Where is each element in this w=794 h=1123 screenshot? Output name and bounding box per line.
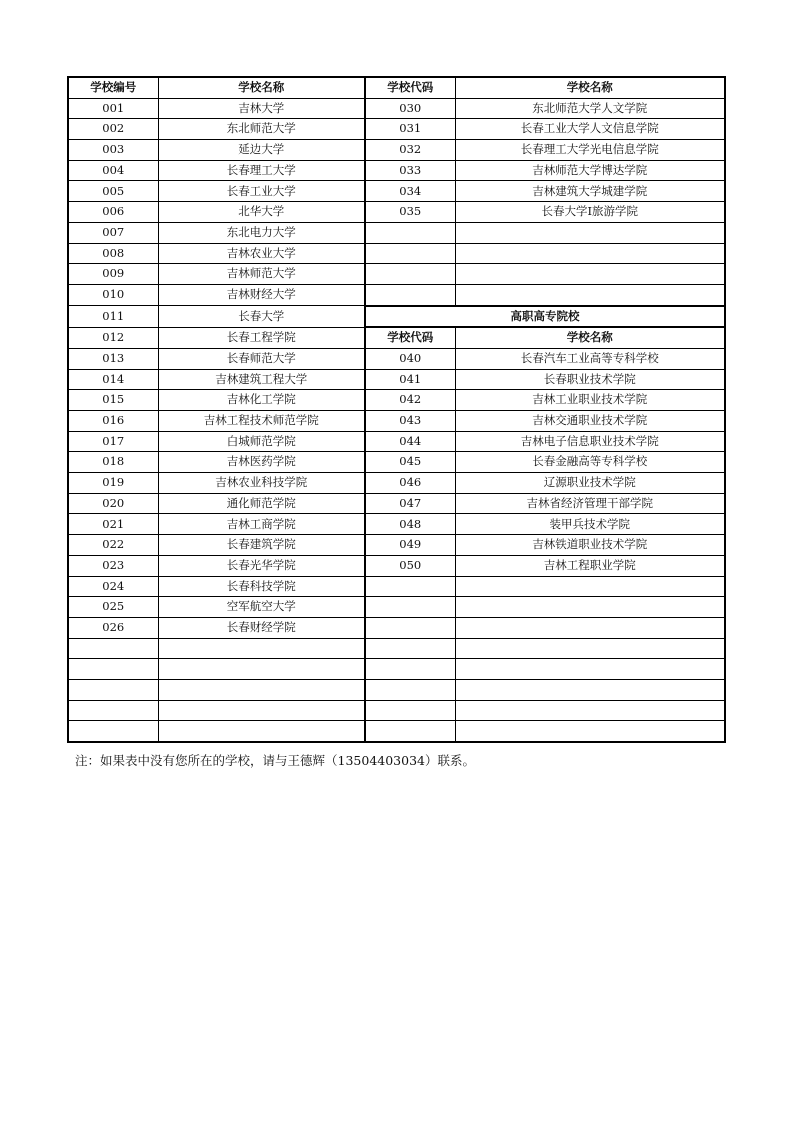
- empty-cell: [365, 721, 455, 742]
- empty-cell: [68, 721, 158, 742]
- school-code: 045: [365, 452, 455, 473]
- school-name: 空军航空大学: [158, 597, 365, 618]
- school-number: 015: [68, 390, 158, 411]
- school-name: 长春理工大学光电信息学院: [455, 140, 725, 161]
- school-name: 吉林交通职业技术学院: [455, 411, 725, 432]
- school-number: 020: [68, 493, 158, 514]
- empty-cell: [455, 576, 725, 597]
- school-name: 吉林师范大学博达学院: [455, 160, 725, 181]
- table-row: [68, 473, 725, 494]
- school-name: 长春理工大学: [158, 160, 365, 181]
- school-name: 长春工业大学人文信息学院: [455, 119, 725, 140]
- school-number: 009: [68, 264, 158, 285]
- table-row: [68, 202, 725, 223]
- school-name: 吉林工业职业技术学院: [455, 390, 725, 411]
- school-name: 吉林化工学院: [158, 390, 365, 411]
- empty-cell: [455, 264, 725, 285]
- school-name: 长春科技学院: [158, 576, 365, 597]
- school-code: 040: [365, 348, 455, 369]
- empty-cell: [365, 617, 455, 638]
- empty-cell: [365, 576, 455, 597]
- school-code: 050: [365, 555, 455, 576]
- school-code: 044: [365, 431, 455, 452]
- empty-cell: [455, 597, 725, 618]
- school-code: 031: [365, 119, 455, 140]
- school-code: 030: [365, 98, 455, 119]
- school-name: 吉林农业科技学院: [158, 473, 365, 494]
- school-name: 长春师范大学: [158, 348, 365, 369]
- school-number: 001: [68, 98, 158, 119]
- table-row: [68, 390, 725, 411]
- school-code: 033: [365, 160, 455, 181]
- contact-footnote: 注：如果表中没有您所在的学校，请与王德辉（13504403034）联系。: [75, 753, 475, 768]
- school-name: 长春财经学院: [158, 617, 365, 638]
- table-row: [68, 721, 725, 742]
- school-name: 东北电力大学: [158, 222, 365, 243]
- school-name: 长春金融高等专科学校: [455, 452, 725, 473]
- empty-cell: [365, 284, 455, 305]
- table-row: [68, 679, 725, 700]
- empty-cell: [365, 264, 455, 285]
- school-name: 长春汽车工业高等专科学校: [455, 348, 725, 369]
- school-number: 005: [68, 181, 158, 202]
- school-name: 通化师范学院: [158, 493, 365, 514]
- table-row: [68, 411, 725, 432]
- empty-cell: [365, 597, 455, 618]
- table-row: [68, 638, 725, 659]
- table-row: [68, 576, 725, 597]
- school-number: 026: [68, 617, 158, 638]
- school-code: 041: [365, 369, 455, 390]
- empty-cell: [365, 638, 455, 659]
- table-row: [68, 700, 725, 721]
- table-row: [68, 555, 725, 576]
- school-number: 010: [68, 284, 158, 305]
- empty-cell: [68, 638, 158, 659]
- empty-cell: [455, 284, 725, 305]
- school-code: 046: [365, 473, 455, 494]
- school-code: 035: [365, 202, 455, 223]
- school-name: 白城师范学院: [158, 431, 365, 452]
- vocational-section-title: 高职高专院校: [365, 306, 725, 328]
- school-code: 042: [365, 390, 455, 411]
- empty-cell: [68, 659, 158, 680]
- empty-cell: [158, 659, 365, 680]
- school-number: 024: [68, 576, 158, 597]
- school-name: 吉林工商学院: [158, 514, 365, 535]
- school-number: 023: [68, 555, 158, 576]
- school-number: 002: [68, 119, 158, 140]
- school-number: 013: [68, 348, 158, 369]
- school-name: 长春大学Ⅰ旅游学院: [455, 202, 725, 223]
- empty-cell: [455, 679, 725, 700]
- school-name: 长春职业技术学院: [455, 369, 725, 390]
- school-number: 019: [68, 473, 158, 494]
- header-left-name: 学校名称: [158, 77, 365, 98]
- school-number: 022: [68, 535, 158, 556]
- school-number: 008: [68, 243, 158, 264]
- empty-cell: [68, 679, 158, 700]
- school-code: 034: [365, 181, 455, 202]
- school-name: 吉林建筑工程大学: [158, 369, 365, 390]
- school-number: 003: [68, 140, 158, 161]
- school-name: 吉林大学: [158, 98, 365, 119]
- school-number: 021: [68, 514, 158, 535]
- table-row: [68, 535, 725, 556]
- school-number: 016: [68, 411, 158, 432]
- school-code-table: [67, 76, 726, 743]
- school-code: 043: [365, 411, 455, 432]
- table-row: [68, 181, 725, 202]
- school-table-body: [68, 77, 725, 742]
- table-row: [68, 514, 725, 535]
- school-name: 吉林医药学院: [158, 452, 365, 473]
- table-row: [68, 119, 725, 140]
- school-name: 辽源职业技术学院: [455, 473, 725, 494]
- school-number: 018: [68, 452, 158, 473]
- table-row: [68, 222, 725, 243]
- school-name: 吉林工程技术师范学院: [158, 411, 365, 432]
- school-name: 吉林建筑大学城建学院: [455, 181, 725, 202]
- school-name: 吉林铁道职业技术学院: [455, 535, 725, 556]
- table-row: [68, 98, 725, 119]
- empty-cell: [455, 243, 725, 264]
- table-row: [68, 264, 725, 285]
- school-number: 025: [68, 597, 158, 618]
- empty-cell: [455, 659, 725, 680]
- table-row: [68, 431, 725, 452]
- header-right-name: 学校名称: [455, 77, 725, 98]
- school-number: 014: [68, 369, 158, 390]
- empty-cell: [455, 721, 725, 742]
- school-name: 延边大学: [158, 140, 365, 161]
- table-row: [68, 306, 725, 328]
- school-name: 北华大学: [158, 202, 365, 223]
- school-number: 017: [68, 431, 158, 452]
- empty-cell: [158, 721, 365, 742]
- school-number: 012: [68, 327, 158, 348]
- school-name: 吉林电子信息职业技术学院: [455, 431, 725, 452]
- school-number: 004: [68, 160, 158, 181]
- school-name: 东北师范大学: [158, 119, 365, 140]
- table-row: [68, 160, 725, 181]
- school-name: 吉林省经济管理干部学院: [455, 493, 725, 514]
- school-number: 011: [68, 306, 158, 328]
- empty-cell: [455, 617, 725, 638]
- empty-cell: [455, 700, 725, 721]
- empty-cell: [455, 222, 725, 243]
- header-left-code: 学校编号: [68, 77, 158, 98]
- header-right-code: 学校代码: [365, 77, 455, 98]
- school-name: 东北师范大学人文学院: [455, 98, 725, 119]
- school-name: 装甲兵技术学院: [455, 514, 725, 535]
- school-code: 048: [365, 514, 455, 535]
- school-name: 吉林师范大学: [158, 264, 365, 285]
- school-name: 吉林工程职业学院: [455, 555, 725, 576]
- vocational-header-code: 学校代码: [365, 327, 455, 348]
- school-name: 长春工业大学: [158, 181, 365, 202]
- empty-cell: [365, 700, 455, 721]
- school-name: 长春建筑学院: [158, 535, 365, 556]
- empty-cell: [158, 700, 365, 721]
- table-row: [68, 327, 725, 348]
- school-number: 007: [68, 222, 158, 243]
- table-row: [68, 659, 725, 680]
- empty-cell: [365, 243, 455, 264]
- header-row: [68, 77, 725, 98]
- school-name: 吉林财经大学: [158, 284, 365, 305]
- empty-cell: [365, 659, 455, 680]
- empty-cell: [455, 638, 725, 659]
- table-row: [68, 348, 725, 369]
- table-row: [68, 140, 725, 161]
- school-number: 006: [68, 202, 158, 223]
- school-name: 吉林农业大学: [158, 243, 365, 264]
- school-name: 长春光华学院: [158, 555, 365, 576]
- empty-cell: [365, 679, 455, 700]
- table-row: [68, 617, 725, 638]
- table-row: [68, 597, 725, 618]
- school-name: 长春大学: [158, 306, 365, 328]
- school-name: 长春工程学院: [158, 327, 365, 348]
- school-code: 047: [365, 493, 455, 514]
- empty-cell: [158, 638, 365, 659]
- vocational-header-name: 学校名称: [455, 327, 725, 348]
- school-code: 049: [365, 535, 455, 556]
- table-row: [68, 284, 725, 305]
- table-row: [68, 369, 725, 390]
- table-row: [68, 243, 725, 264]
- table-row: [68, 493, 725, 514]
- empty-cell: [365, 222, 455, 243]
- empty-cell: [68, 700, 158, 721]
- empty-cell: [158, 679, 365, 700]
- table-row: [68, 452, 725, 473]
- school-code: 032: [365, 140, 455, 161]
